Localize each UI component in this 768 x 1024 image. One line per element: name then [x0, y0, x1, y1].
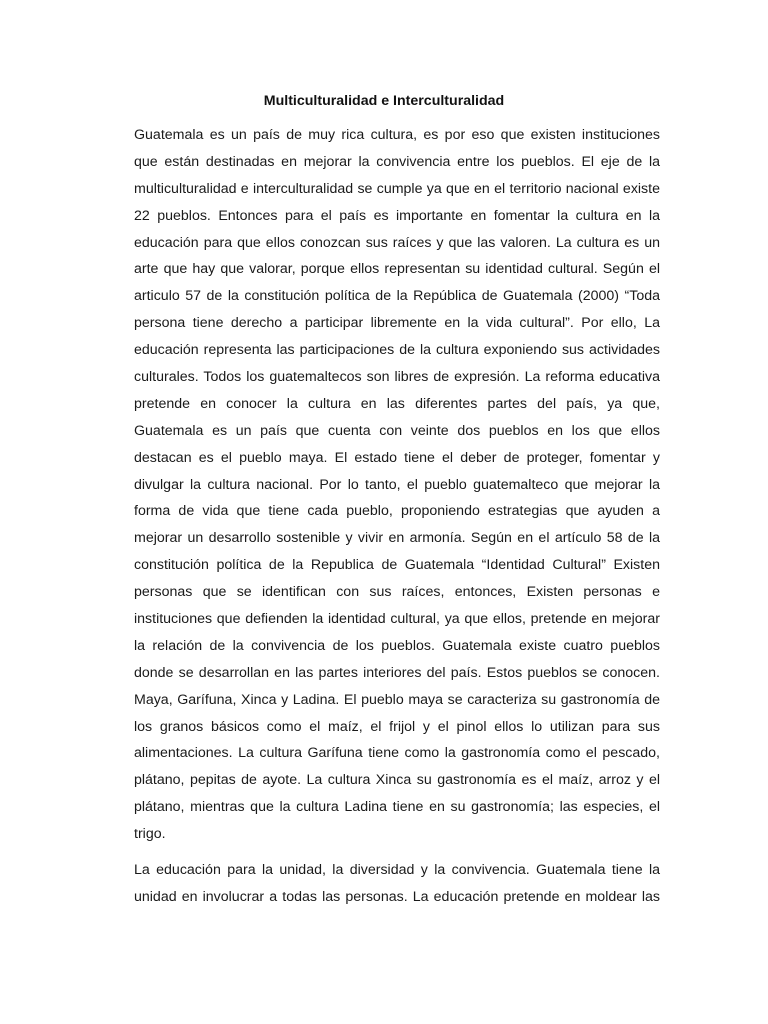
- paragraph-line: destacan es el pueblo maya. El estado tiene el deber de proteger, fomentar y: [134, 449, 660, 466]
- paragraph-line: unidad en involucrar a todas las personas. La educación pretende en moldear las: [134, 888, 660, 905]
- paragraph-line: La educación para la unidad, la diversidad y la convivencia. Guatemala tiene la: [134, 862, 660, 878]
- paragraph-line: 22 pueblos. Entonces para el país es importante en fomentar la cultura en la: [134, 207, 660, 224]
- document-title: Multiculturalidad e Interculturalidad: [263, 93, 505, 109]
- paragraph-line: alimentaciones. La cultura Garífuna tiene como la gastronomía como el pescado,: [134, 745, 660, 762]
- paragraph-line: arte que hay que valorar, porque ellos representan su identidad cultural. Según el: [134, 261, 660, 278]
- paragraph-line: pretende en conocer la cultura en las diferentes partes del país, ya que,: [134, 395, 660, 412]
- paragraph-line: Guatemala es un país de muy rica cultura, es por eso que existen instituciones: [134, 127, 660, 143]
- paragraph-line: divulgar la cultura nacional. Por lo tanto, el pueblo guatemalteco que mejorar la: [134, 476, 660, 493]
- paragraph-line: constitución política de la Republica de Guatemala “Identidad Cultural” Existen: [134, 557, 660, 574]
- paragraph-line: trigo.: [134, 826, 166, 843]
- paragraph-line: Guatemala es un país que cuenta con veinte dos pueblos en los que ellos: [134, 422, 660, 439]
- paragraph-line: mejorar un desarrollo sostenible y vivir en armonía. Según en el artículo 58 de la: [134, 530, 660, 547]
- paragraph-line: plátano, mientras que la cultura Ladina tiene en su gastronomía; las especies, el: [134, 799, 660, 816]
- paragraph-line: articulo 57 de la constitución política de la República de Guatemala (2000) “Toda: [134, 288, 660, 305]
- paragraph-line: culturales. Todos los guatemaltecos son libres de expresión. La reforma educativa: [134, 369, 660, 386]
- paragraph-line: que están destinadas en mejorar la convivencia entre los pueblos. El eje de la: [134, 153, 660, 170]
- paragraph-line: plátano, pepitas de ayote. La cultura Xinca su gastronomía es el maíz, arroz y el: [134, 772, 660, 789]
- paragraph-line: Maya, Garífuna, Xinca y Ladina. El pueblo maya se caracteriza su gastronomía de: [134, 691, 660, 708]
- paragraph-line: donde se desarrollan en las partes interiores del país. Estos pueblos se conocen.: [134, 664, 660, 681]
- paragraph-line: multiculturalidad e interculturalidad se cumple ya que en el territorio nacional existe: [134, 180, 660, 197]
- paragraph-line: educación para que ellos conozcan sus raíces y que las valoren. La cultura es un: [134, 234, 660, 251]
- paragraph-line: persona tiene derecho a participar libremente en la vida cultural”. Por ello, La: [134, 315, 660, 332]
- paragraph-1: [134, 122, 660, 848]
- paragraph-line: personas que se identifican con sus raíces, entonces, Existen personas e: [134, 584, 660, 601]
- paragraph-2: [134, 857, 660, 911]
- paragraph-line: forma de vida que tiene cada pueblo, proponiendo estrategias que ayuden a: [134, 503, 660, 520]
- paragraph-line: los granos básicos como el maíz, el frijol y el pinol ellos lo utilizan para sus: [134, 718, 660, 735]
- paragraph-line: instituciones que defienden la identidad cultural, ya que ellos, pretende en mejorar: [134, 611, 660, 628]
- paragraph-line: educación representa las participaciones de la cultura exponiendo sus actividades: [134, 342, 660, 359]
- paragraph-line: la relación de la convivencia de los pueblos. Guatemala existe cuatro pueblos: [134, 637, 660, 654]
